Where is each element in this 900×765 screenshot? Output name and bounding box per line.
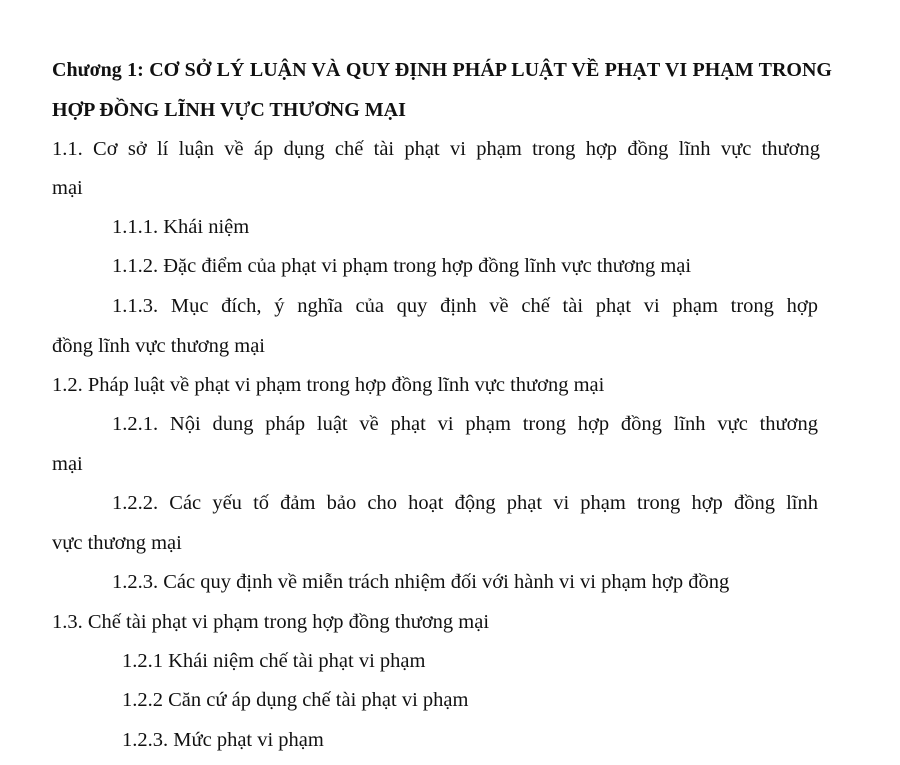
toc-entry-1-1-1: 1.1.1. Khái niệm: [112, 216, 250, 238]
toc-entry-1-2-1-line2: mại: [52, 453, 83, 475]
toc-entry-1-1-3-line2: đồng lĩnh vực thương mại: [52, 335, 265, 357]
toc-entry-1-3-sub-2: 1.2.2 Căn cứ áp dụng chế tài phạt vi phạm: [122, 689, 469, 711]
toc-entry-1-2-2-line1: 1.2.2. Các yếu tố đảm bảo cho hoạt động phạt vi phạm trong hợp đồng lĩnh: [112, 492, 818, 514]
toc-entry-1-1-line1: 1.1. Cơ sở lí luận về áp dụng chế tài phạt vi phạm trong hợp đồng lĩnh vực thương: [52, 138, 820, 160]
toc-entry-1-2: 1.2. Pháp luật về phạt vi phạm trong hợp đồng lĩnh vực thương mại: [52, 374, 605, 396]
toc-entry-1-1-line2: mại: [52, 177, 83, 199]
toc-entry-1-2-1-line1: 1.2.1. Nội dung pháp luật về phạt vi phạm trong hợp đồng lĩnh vực thương: [112, 413, 818, 435]
toc-entry-1-1-3-line1: 1.1.3. Mục đích, ý nghĩa của quy định về chế tài phạt vi phạm trong hợp: [112, 295, 818, 317]
chapter-title: Chương 1: CƠ SỞ LÝ LUẬN VÀ QUY ĐỊNH PHÁP LUẬT VỀ PHẠT VI PHẠM TRONG HỢP ĐỒNG LĨNH VỰC THƯƠNG MẠI: [52, 59, 832, 121]
toc-entry-1-3: 1.3. Chế tài phạt vi phạm trong hợp đồng thương mại: [52, 611, 490, 633]
toc-entry-1-3-sub-1: 1.2.1 Khái niệm chế tài phạt vi phạm: [122, 650, 426, 672]
toc-entry-1-1-2: 1.1.2. Đặc điểm của phạt vi phạm trong hợp đồng lĩnh vực thương mại: [112, 255, 692, 277]
toc-entry-1-2-2-line2: vực thương mại: [52, 532, 182, 554]
toc-entry-1-3-sub-3: 1.2.3. Mức phạt vi phạm: [122, 729, 324, 751]
toc-entry-1-2-3: 1.2.3. Các quy định về miễn trách nhiệm đối với hành vi vi phạm hợp đồng: [112, 571, 730, 593]
